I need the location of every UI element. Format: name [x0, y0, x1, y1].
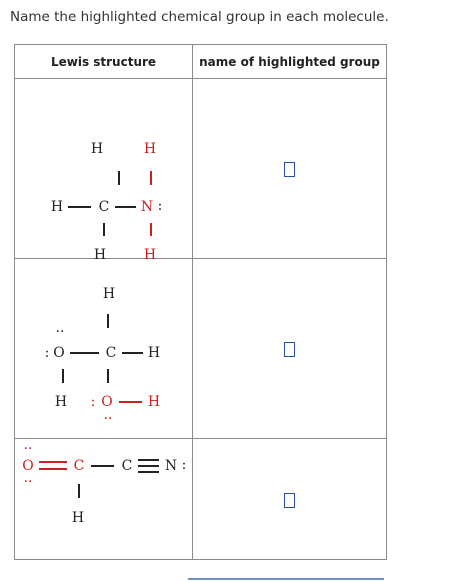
lone-pair-highlighted: ·· — [23, 441, 33, 457]
atom-c: C — [105, 345, 117, 361]
answer-input-1[interactable] — [284, 162, 295, 177]
atom-h: H — [147, 345, 161, 361]
atom-h-highlighted: H — [147, 394, 161, 410]
lone-pair: ·· — [55, 324, 65, 340]
atom-h: H — [50, 199, 64, 215]
atom-h-highlighted: H — [143, 141, 157, 157]
lone-pair-highlighted: : — [90, 394, 96, 410]
lewis-structure-2 — [15, 259, 193, 439]
header-group-name: name of highlighted group — [193, 45, 387, 79]
answer-input-2[interactable] — [284, 342, 295, 357]
lewis-structure-3 — [15, 439, 193, 560]
atom-o-highlighted: O — [22, 458, 34, 474]
answer-cell-1 — [193, 79, 387, 259]
table-row — [15, 259, 387, 439]
atom-h-highlighted: H — [143, 247, 157, 263]
atom-c-highlighted: C — [73, 458, 85, 474]
atom-n: N — [164, 458, 178, 474]
molecule-3-diagram — [1, 439, 201, 560]
lone-pair: : — [181, 457, 187, 473]
bottom-divider — [188, 578, 384, 580]
lone-pair-highlighted: ·· — [23, 474, 33, 490]
question-table — [14, 44, 387, 560]
atom-h: H — [93, 247, 107, 263]
atom-o: O — [53, 345, 65, 361]
header-row — [15, 45, 387, 79]
atom-o-highlighted: O — [101, 394, 113, 410]
atom-h: H — [102, 286, 116, 302]
lone-pair: : — [157, 198, 163, 214]
lone-pair: : — [44, 345, 50, 361]
molecule-2-diagram — [1, 259, 201, 439]
atom-h: H — [71, 510, 85, 526]
atom-c: C — [121, 458, 133, 474]
table-row — [15, 79, 387, 259]
answer-input-3[interactable] — [284, 493, 295, 508]
atom-n-highlighted: N — [140, 199, 154, 215]
table-row — [15, 439, 387, 560]
lone-pair-highlighted: ·· — [103, 411, 113, 427]
atom-h: H — [90, 141, 104, 157]
lewis-structure-1 — [15, 79, 193, 263]
atom-h: H — [54, 394, 68, 410]
atom-c: C — [98, 199, 110, 215]
header-lewis-structure: Lewis structure — [15, 45, 193, 79]
answer-cell-2 — [193, 259, 387, 439]
molecule-1-diagram — [1, 79, 201, 263]
instruction-text: Name the highlighted chemical group in each molecule. — [10, 9, 389, 25]
answer-cell-3 — [193, 439, 387, 560]
